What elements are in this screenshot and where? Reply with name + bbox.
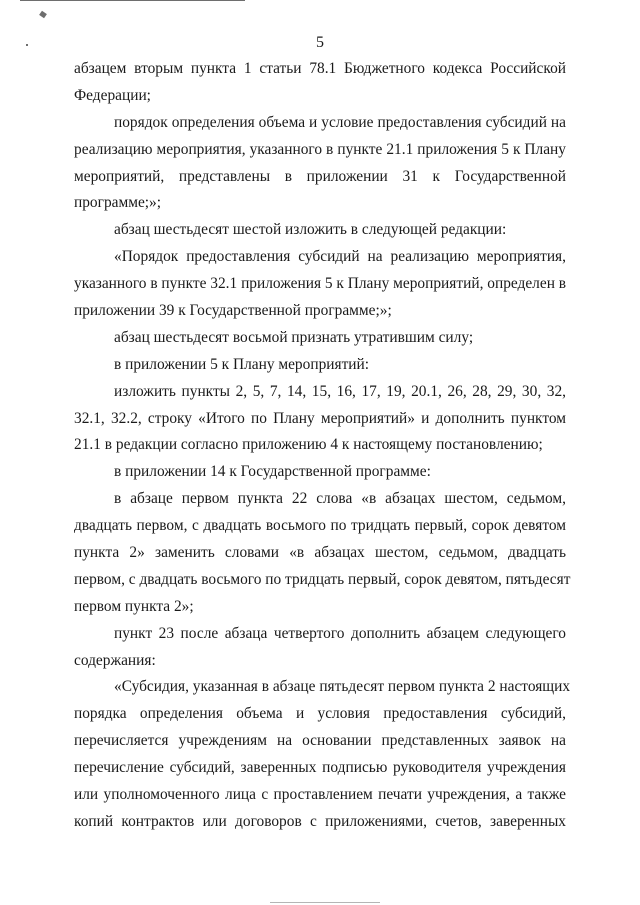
text-line: абзац шестьдесят восьмой признать утратившим силу; [114,328,474,346]
scan-artifact-mark [39,11,47,19]
text-line: абзацем вторым пункта 1 статьи 78.1 Бюджетного кодекса Российской [74,60,566,77]
text-line: 32.1, 32.2, строку «Итого по Плану мероприятий» и дополнить пунктом [74,409,566,427]
text-line: приложении 39 к Государственной программе;»; [74,302,392,320]
text-line: Федерации; [74,86,151,104]
text-line: реализацию мероприятия, указанного в пункте 21.1 приложения 5 к Плану [74,140,566,158]
text-line: в приложении 5 к Плану мероприятий: [114,355,370,373]
text-line: или уполномоченного лица с проставлением печати учреждения, а также [74,786,566,804]
scan-artifact-top-line [20,0,245,1]
text-line: «Порядок предоставления субсидий на реализацию мероприятия, [114,248,566,266]
text-line: в приложении 14 к Государственной программе: [114,463,431,481]
document-text [74,56,571,836]
text-line: копий контрактов или договоров с приложениями, счетов, заверенных [74,812,566,830]
text-line: мероприятий, представлены в приложении 31 к Государственной [74,167,566,185]
text-line: 21.1 в редакции согласно приложению 4 к настоящему постановлению; [74,436,543,454]
text-line: первом пункта 2»; [74,597,194,615]
text-line: содержания: [74,651,156,669]
scan-artifact-bottom-line [270,902,380,903]
text-line: пункт 23 после абзаца четвертого дополнить абзацем следующего [114,624,566,642]
text-line: первом, с двадцать восьмого по тридцать первый, сорок девятом, пятьдесят [74,570,571,588]
text-line: изложить пункты 2, 5, 7, 14, 15, 16, 17, 19, 20.1, 26, 28, 29, 30, 32, [114,382,566,400]
page-number: 5 [316,34,324,51]
text-line: программе;»; [74,194,162,212]
text-line: порядок определения объема и условие предоставления субсидий на [114,113,566,131]
text-line: «Субсидия, указанная в абзаце пятьдесят первом пункта 2 настоящих [114,678,571,696]
text-line: абзац шестьдесят шестой изложить в следующей редакции: [114,221,507,239]
text-line: перечисление субсидий, заверенных подписью руководителя учреждения [74,759,566,777]
text-line: двадцать первом, с двадцать восьмого по тридцать первый, сорок девятом [74,517,566,535]
text-line: перечисляется учреждениям на основании представленных заявок на [74,732,566,750]
text-line: порядка определения объема и условия предоставления субсидий, [74,705,566,723]
text-line: в абзаце первом пункта 22 слова «в абзацах шестом, седьмом, [114,490,566,508]
text-line: пункта 2» заменить словами «в абзацах шестом, седьмом, двадцать [74,544,566,562]
text-line: указанного в пункте 32.1 приложения 5 к Плану мероприятий, определен в [74,275,567,293]
